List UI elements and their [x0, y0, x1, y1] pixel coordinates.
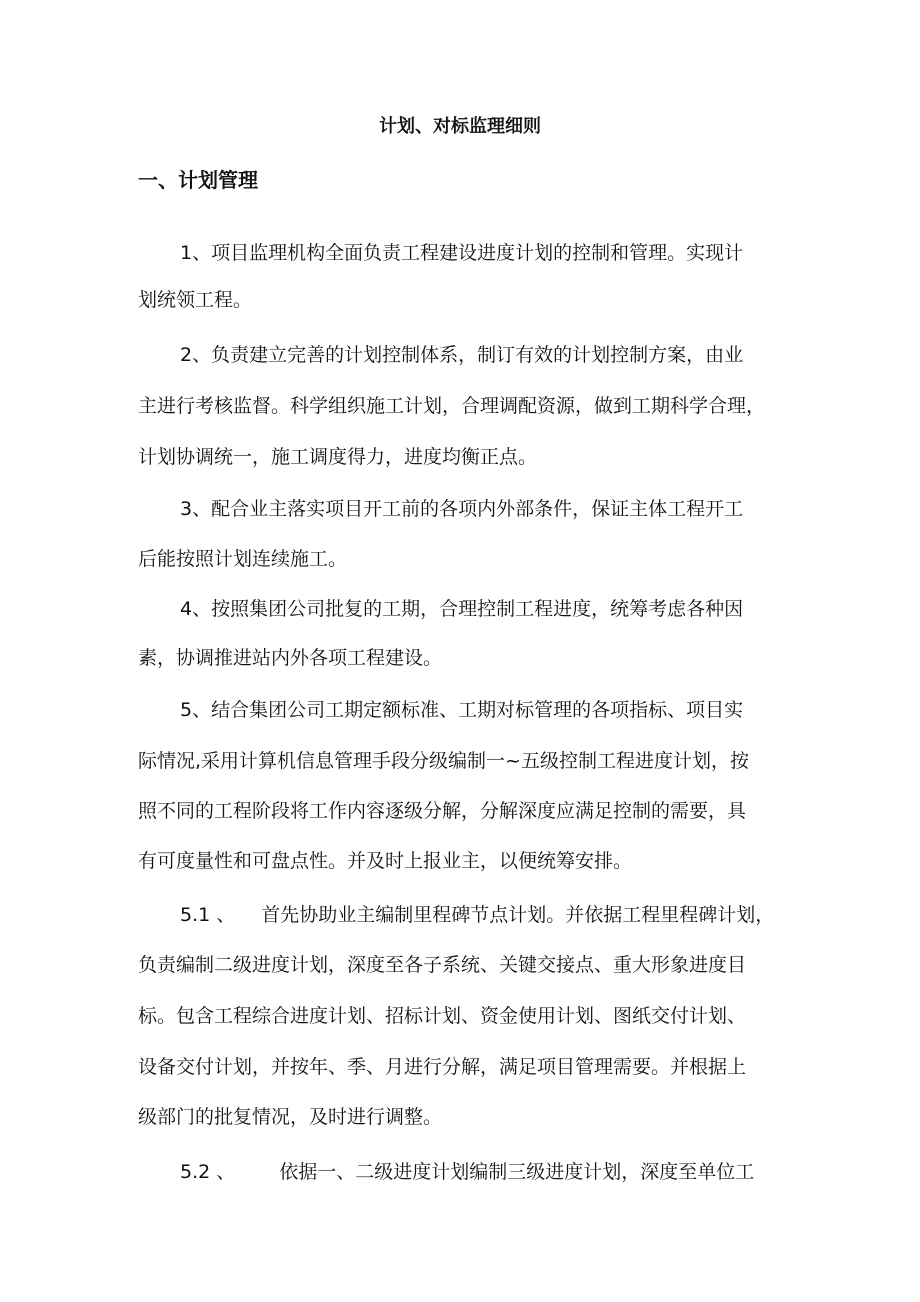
paragraph-4-line-2: 素，协调推进站内外各项工程建设。	[138, 647, 443, 669]
paragraph-5-line-3: 照不同的工程阶段将工作内容逐级分解，分解深度应满足控制的需要，具	[138, 800, 747, 822]
paragraph-5-1-line-4: 设备交付计划，并按年、季、月进行分解，满足项目管理需要。并根据上	[138, 1056, 747, 1078]
paragraph-3-line-1: 3、配合业主落实项目开工前的各项内外部条件，保证主体工程开工	[180, 498, 744, 520]
paragraph-5-2-text: 依据一、二级进度计划编制三级进度计划，深度至单位工	[279, 1161, 755, 1183]
paragraph-5-1-line-3: 标。包含工程综合进度计划、招标计划、资金使用计划、图纸交付计划、	[138, 1005, 747, 1027]
paragraph-5-line-1: 5、结合集团公司工期定额标准、工期对标管理的各项指标、项目实	[180, 699, 744, 721]
paragraph-1-line-2: 划统领工程。	[138, 289, 253, 311]
paragraph-1-line-1: 1、项目监理机构全面负责工程建设进度计划的控制和管理。实现计	[180, 242, 744, 264]
paragraph-5-1-text: 首先协助业主编制里程碑节点计划。并依据工程里程碑计划，	[261, 904, 775, 926]
paragraph-2-line-1: 2、负责建立完善的计划控制体系，制订有效的计划控制方案，由业	[180, 344, 744, 366]
paragraph-5-line-4: 有可度量性和可盘点性。并及时上报业主，以便统筹安排。	[138, 850, 633, 872]
paragraph-5-1-line-1	[180, 902, 774, 928]
paragraph-5-line-2: 际情况,采用计算机信息管理手段分级编制一~五级控制工程进度计划，按	[138, 750, 749, 772]
paragraph-2-line-3: 计划协调统一，施工调度得力，进度均衡正点。	[138, 446, 538, 468]
paragraph-4-line-1: 4、按照集团公司批复的工期，合理控制工程进度，统筹考虑各种因	[180, 598, 744, 620]
document-title: 计划、对标监理细则	[379, 116, 541, 137]
paragraph-2-line-2: 主进行考核监督。科学组织施工计划，合理调配资源，做到工期科学合理，	[138, 395, 766, 417]
paragraph-5-1-line-2: 负责编制二级进度计划，深度至各子系统、关键交接点、重大形象进度目	[138, 954, 747, 976]
paragraph-3-line-2: 后能按照计划连续施工。	[138, 548, 348, 570]
paragraph-5-2-number: 5.2 、	[180, 1161, 236, 1183]
paragraph-5-2-line-1	[180, 1159, 754, 1185]
paragraph-5-1-line-5: 级部门的批复情况，及时进行调整。	[138, 1106, 443, 1128]
paragraph-5-1-number: 5.1 、	[180, 904, 236, 926]
section-heading: 一、计划管理	[138, 168, 258, 192]
